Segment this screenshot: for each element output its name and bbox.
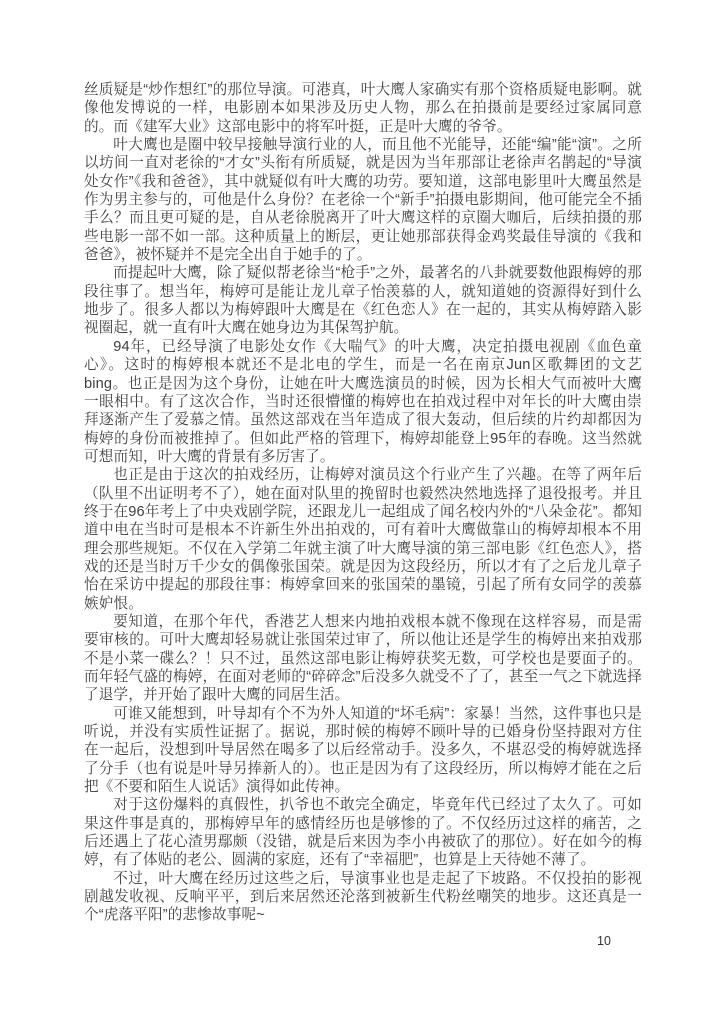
page-number: 10 xyxy=(597,934,611,948)
paragraph: 也正是由于这次的拍戏经历，让梅婷对演员这个行业产生了兴趣。在等了两年后（队里不出证明考不了），她在面对队里的挽留时也毅然决然地选择了退役报考。并且终于在96年考上了中央戏剧学院，还跟龙儿一起组成了闻名校内外的“八朵金花”。都知道中电在当时可是根本不许新生外出拍戏的，可有着叶大鹰做靠山的梅婷却根本不用理会那些规矩。不仅在入学第二年就主演了叶大鹰导演的第三部电影《红色恋人》，搭戏的还是当时万千少女的偶像张国荣。就是因为这段经历，所以才有了之后龙儿章子怡在采访中提起的那段往事：梅婷拿回来的张国荣的墨镜，引起了所有女同学的羡慕嫉妒恨。 xyxy=(84,467,642,612)
paragraph: 要知道，在那个年代，香港艺人想来内地拍戏根本就不像现在这样容易，而是需要审核的。可叶大鹰却轻易就让张国荣过审了，所以他让还是学生的梅婷出来拍戏那不是小菜一碟么？！只不过，虽然这部电影让梅婷获奖无数，可学校也是要面子的。而年轻气盛的梅婷，在面对老师的“碎碎念”后没多久就受不了了，甚至一气之下就选择了退学，并开始了跟叶大鹰的同居生活。 xyxy=(84,613,642,704)
paragraph: 叶大鹰也是圈中较早接触导演行业的人，而且他不光能导，还能“编”能“演”。之所以坊间一直对老徐的“才女”头衔有所质疑，就是因为当年那部让老徐声名鹊起的“导演处女作”《我和爸爸》，其中就疑似有叶大鹰的功劳。要知道，这部电影里叶大鹰虽然是作为男主参与的，可他是什么身份？在老徐一个“新手”拍摄电影期间，他可能完全不插手么？而且更可疑的是，自从老徐脱离开了叶大鹰这样的京圈大咖后，后续拍摄的那些电影一部不如一部。这种质量上的断层，更让她那部获得金鸡奖最佳导演的《我和爸爸》，被怀疑并不是完全出自于她手的了。 xyxy=(84,137,642,264)
article-body xyxy=(84,81,642,925)
paragraph: 不过，叶大鹰在经历过这些之后，导演事业也是走起了下坡路。不仅投拍的影视剧越发收视、反响平平，到后来居然还沦落到被新生代粉丝嘲笑的地步。这还真是一个“虎落平阳”的悲惨故事呢~ xyxy=(84,870,642,924)
paragraph: 对于这份爆料的真假性，扒爷也不敢完全确定，毕竟年代已经过了太久了。可如果这件事是真的，那梅婷早年的感情经历也是够惨的了。不仅经历过这样的痛苦，之后还遇上了花心渣男鄢颇（没错，就是后来因为李小冉被砍了的那位）。好在如今的梅婷，有了体贴的老公、圆满的家庭，还有了“幸福肥”，也算是上天待她不薄了。 xyxy=(84,797,642,869)
paragraph: 94年，已经导演了电影处女作《大喘气》的叶大鹰，决定拍摄电视剧《血色童心》。这时的梅婷根本就还不是北电的学生，而是一名在南京Jun区歌舞团的文艺bing。也正是因为这个身份，让她在叶大鹰选演员的时候，因为长相大气而被叶大鹰一眼相中。有了这次合作，当时还很懵懂的梅婷也在拍戏过程中对年长的叶大鹰由崇拜逐渐产生了爱慕之情。虽然这部戏在当年造成了很大轰动，但后续的片约却都因为梅婷的身份而被推掉了。但如此严格的管理下，梅婷却能登上95年的春晚。这当然就可想而知，叶大鹰的背景有多厉害了。 xyxy=(84,338,642,465)
paragraph: 而提起叶大鹰，除了疑似帮老徐当“枪手”之外，最著名的八卦就要数他跟梅婷的那段往事了。想当年，梅婷可是能让龙儿章子怡羡慕的人，就知道她的资源得好到什么地步了。很多人都以为梅婷跟叶大鹰是在《红色恋人》在一起的，其实从梅婷踏入影视圈起，就一直有叶大鹰在她身边为其保驾护航。 xyxy=(84,265,642,337)
paragraph: 丝质疑是“炒作想红”的那位导演。可港真，叶大鹰人家确实有那个资格质疑电影啊。就像他发博说的一样，电影剧本如果涉及历史人物，那么在拍摄前是要经过家属同意的。而《建军大业》这部电影中的将军叶挺，正是叶大鹰的爷爷。 xyxy=(84,82,642,135)
paragraph: 可谁又能想到，叶导却有个不为外人知道的“坏毛病”：家暴！当然，这件事也只是听说，并没有实质性证据了。据说，那时候的梅婷不顾叶导的已婚身份坚持跟对方住在一起后，没想到叶导居然在喝多了以后经常动手。没多久，不堪忍受的梅婷就选择了分手（也有说是叶导另捧新人的）。也正是因为有了这段经历，所以梅婷才能在之后把《不要和陌生人说话》演得如此传神。 xyxy=(84,705,642,796)
